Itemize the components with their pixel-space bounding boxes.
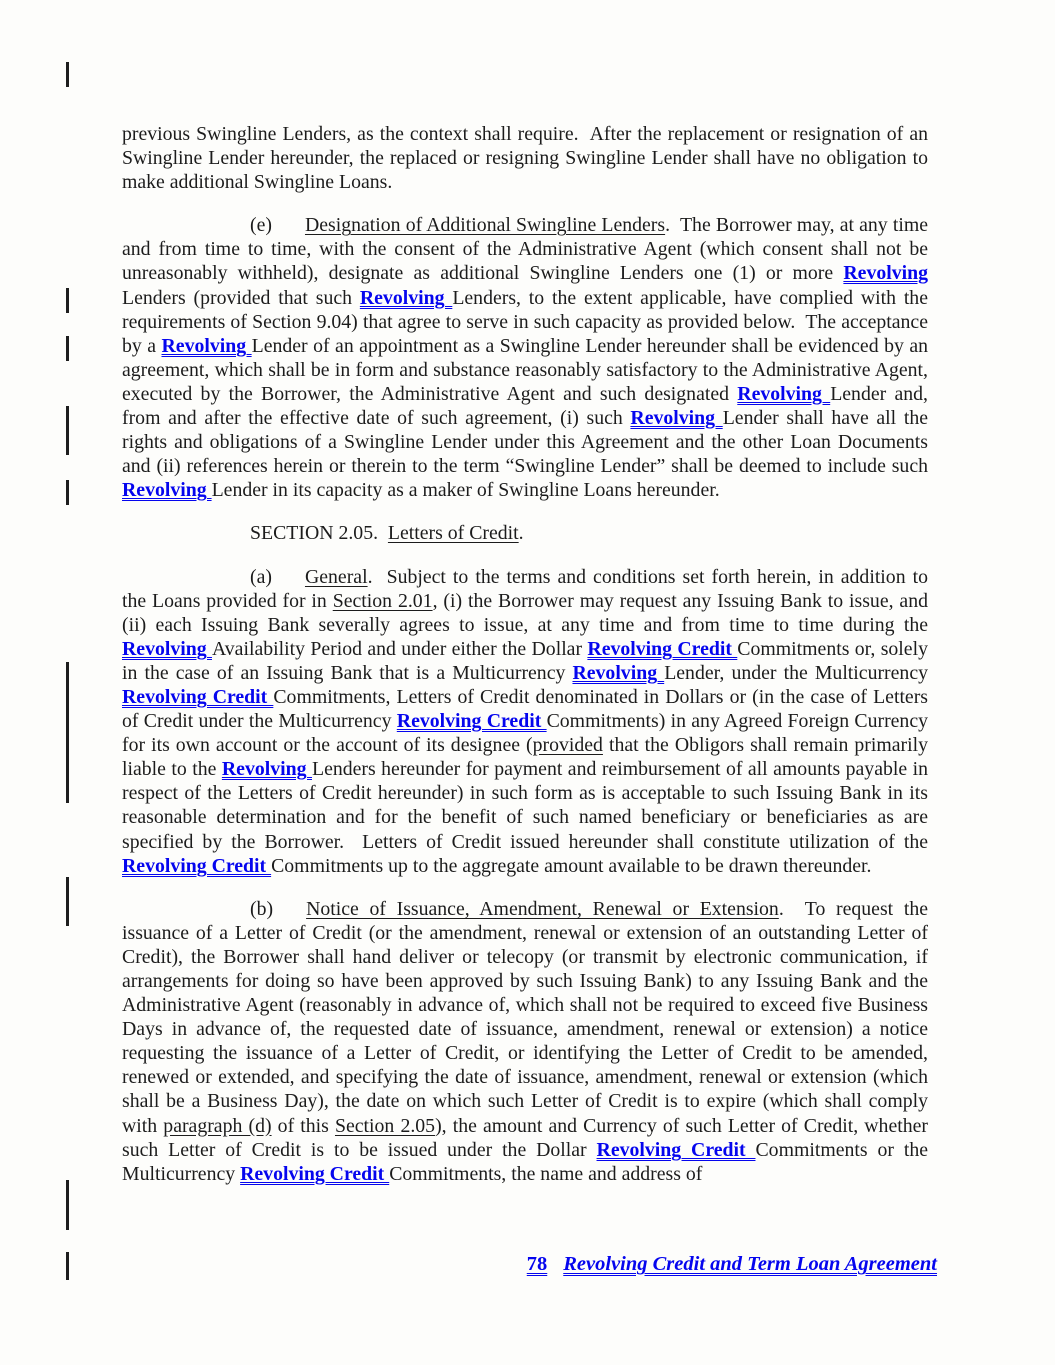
inserted-text: Revolving	[630, 407, 723, 430]
underlined-text: provided	[532, 734, 603, 757]
change-bar	[66, 336, 69, 361]
inserted-text: Revolving	[843, 262, 928, 285]
underlined-text: Section 2.01	[332, 589, 433, 612]
change-bar	[66, 1180, 69, 1230]
para-e-designation	[122, 213, 928, 502]
text-run: .	[518, 522, 524, 545]
text-run: , (i) the Borrower may request any Issuing Bank to issue, and (ii) each Issuing Bank severally agrees to issue, at any time and from time to time during the	[122, 589, 928, 636]
text-run: Commitments) in any Agreed Foreign Currency for its own account or the account of its designee (	[122, 710, 928, 757]
change-bar	[66, 62, 69, 87]
inserted-text: Revolving	[572, 661, 665, 684]
change-bar	[66, 406, 69, 455]
underlined-text: Notice of Issuance, Amendment, Renewal or Extension	[306, 897, 779, 920]
inserted-text: Revolving	[122, 637, 212, 660]
text-run: Lender, under the Multicurrency	[664, 661, 928, 684]
change-bar	[66, 1252, 69, 1280]
text-run: (a)	[250, 565, 272, 588]
underlined-text: Letters of Credit	[387, 522, 519, 545]
footer-document-title: Revolving Credit and Term Loan Agreement	[563, 1253, 937, 1275]
text-run: Lender and, from and after the effective date of such agreement, (i) such	[122, 382, 928, 430]
underlined-text: Designation of Additional Swingline Lenders	[304, 214, 666, 237]
underlined-text: General	[304, 565, 368, 588]
change-bar	[66, 662, 69, 803]
para-a-general	[122, 565, 928, 878]
inserted-text: Revolving Credit	[396, 710, 547, 733]
text-run: Lenders hereunder for payment and reimbursement of all amounts payable in respect of the Letters of Credit hereunder) in such form as is acceptable to such Issuing Bank in its reasonable determination and for the benefit of such named beneficiary or beneficiaries as are specified by the Borrower. Letters of Credit issued hereunder shall constitute utilization of the	[122, 758, 928, 853]
inserted-text: Revolving	[737, 382, 831, 405]
inserted-text: Revolving Credit	[122, 854, 272, 877]
text-run: of this	[271, 1114, 335, 1137]
text-run: Availability Period and under either the Dollar	[211, 637, 588, 660]
inserted-text: Revolving Credit	[596, 1138, 756, 1161]
text-run: SECTION 2.05.	[250, 522, 388, 545]
para-b-notice	[122, 897, 928, 1186]
inserted-text: Revolving Credit	[587, 637, 738, 660]
text-run: that the Obligors shall remain primarily liable to the	[122, 734, 928, 781]
text-run: Lender in its capacity as a maker of Swingline Loans hereunder.	[211, 479, 720, 502]
text-run: Commitments, the name and address of	[389, 1162, 703, 1185]
change-bar	[66, 877, 69, 926]
text-run: . Subject to the terms and conditions set forth herein, in addition to the Loans provided for in	[122, 565, 928, 612]
text-run: Commitments or the Multicurrency	[122, 1138, 928, 1185]
para-section-heading	[122, 521, 928, 545]
text-run: Commitments, Letters of Credit denominated in Dollars or (in the case of Letters of Credit under the Multicurrency	[122, 685, 929, 733]
text-run: Lender of an appointment as a Swingline Lender hereunder shall be evidenced by an agreement, which shall be in form and substance reasonably satisfactory to the Administrative Agent, executed by the Borrower, the Administrative Agent and such designated	[122, 334, 928, 405]
para-continuation	[122, 122, 928, 194]
text-run: Lenders (provided that such	[122, 286, 360, 309]
text-run: Commitments or, solely in the case of an Issuing Bank that is a Multicurrency	[122, 637, 928, 684]
text-run: . The Borrower may, at any time and from time to time, with the consent of the Administrative Agent (which consent shall not be unreasonably withheld), designate as additional Swingline Lenders one (1) or more	[122, 214, 928, 285]
change-bar	[66, 480, 69, 505]
text-run: Commitments up to the aggregate amount available to be drawn thereunder.	[271, 854, 872, 877]
inserted-text: Revolving Credit	[240, 1162, 390, 1185]
text-run: Lenders, to the extent applicable, have complied with the requirements of Section 9.04) that agree to serve in such capacity as provided below. The acceptance by a	[122, 286, 928, 357]
text-run: Lender shall have all the rights and obligations of a Swingline Lender under this Agreement and the other Loan Documents and (ii) references herein or therein to the term “Swingline Lender” shall be deemed to include such	[122, 407, 928, 478]
inserted-text: Revolving	[122, 479, 212, 502]
inserted-text: Revolving	[161, 334, 252, 357]
page-number: 78	[526, 1253, 548, 1275]
inserted-text: Revolving	[359, 286, 453, 309]
text-run: previous Swingline Lenders, as the context shall require. After the replacement or resignation of an Swingline Lender hereunder, the replaced or resigning Swingline Lender shall have no obligation to make additional Swingline Loans.	[122, 123, 928, 194]
text-run: (b)	[250, 897, 274, 920]
text-run: (e)	[250, 214, 272, 237]
underlined-text: paragraph (d)	[163, 1114, 272, 1137]
inserted-text: Revolving	[221, 758, 312, 781]
page-footer	[527, 1251, 937, 1277]
text-run: . To request the issuance of a Letter of Credit (or the amendment, renewal or extension of an outstanding Letter of Credit), the Borrower shall hand deliver or telecopy (or transmit by electronic communication, if arrangements for doing so have been approved by such Issuing Bank) to any Issuing Bank and the Administrative Agent (reasonably in advance of, which shall not be required to exceed five Business Days in advance of, the requested date of issuance, amendment, renewal or extension) a notice requesting the issuance of a Letter of Credit, or identifying the Letter of Credit to be amended, renewed or extended, and specifying the date of issuance, amendment, renewal or extension (which shall be a Business Day), the date on which such Letter of Credit is to expire (which shall comply with	[122, 897, 928, 1137]
underlined-text: Section 2.05	[334, 1114, 436, 1137]
inserted-text: Revolving Credit	[122, 685, 274, 708]
document-body	[122, 122, 928, 1205]
text-run: ), the amount and Currency of such Letter of Credit, whether such Letter of Credit is to be issued under the Dollar	[122, 1114, 928, 1161]
change-bar	[66, 288, 69, 313]
